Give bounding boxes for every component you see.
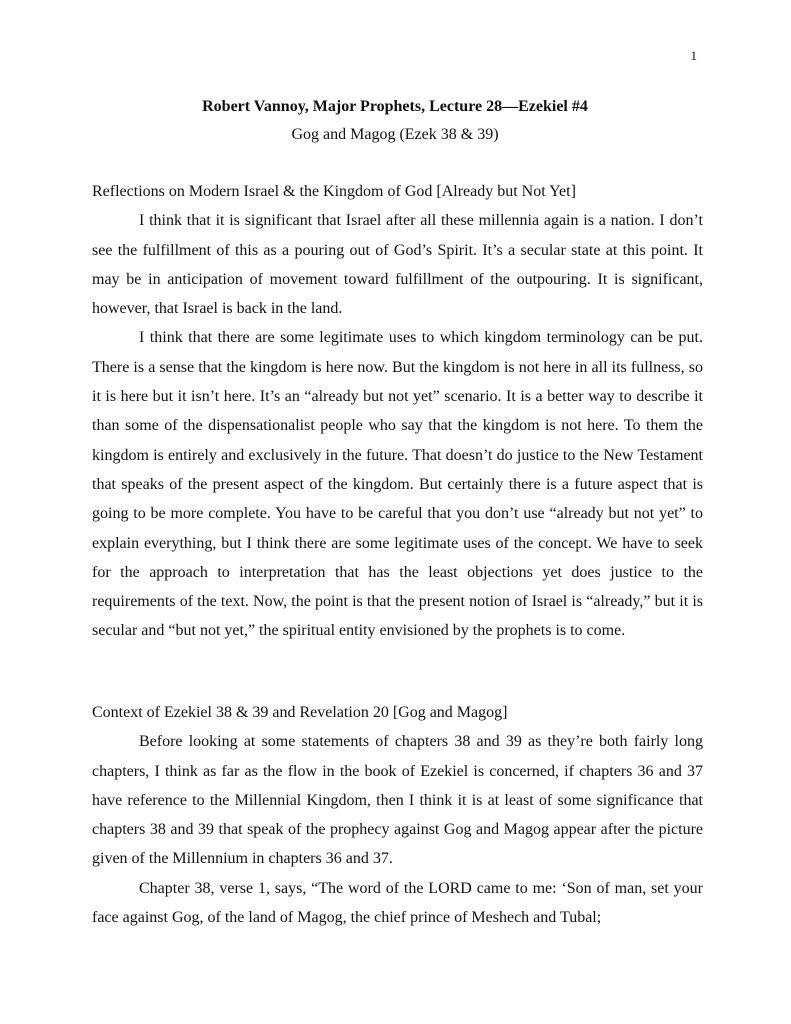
section-heading: Reflections on Modern Israel & the Kingdom of God [Already but Not Yet]	[92, 183, 576, 200]
paragraph: I think that there are some legitimate uses to which kingdom terminology can be put. There is a sense that the kingdom is here now. But the kingdom is not here in all its fullness, so it is here but it isn’t here. It’s an “already but not yet” scenario. It is a better way to describe it than some of the dispensationalist people who say that the kingdom is not here. To them the kingdom is entirely and exclusively in the future. That doesn’t do justice to the New Testament that speaks of the present aspect of the kingdom. But certainly there is a future aspect that is going to be more complete. You have to be careful that you don’t use “already but not yet” to explain everything, but I think there are some legitimate uses of the concept. We have to seek for the approach to interpretation that has the least objections yet does justice to the requirements of the text. Now, the point is that the present notion of Israel is “already,” but it is secular and “but not yet,” the spiritual entity envisioned by the prophets is to come.	[92, 329, 703, 640]
section-heading: Context of Ezekiel 38 & 39 and Revelation 20 [Gog and Magog]	[92, 704, 508, 721]
paragraph: I think that it is significant that Israel after all these millennia again is a nation. I don’t see the fulfillment of this as a pouring out of God’s Spirit. It’s a secular state at this point. It may be in anticipation of movement toward fulfillment of the outpouring. It is significant, however, that Israel is back in the land.	[92, 212, 703, 318]
section-context-ezekiel	[92, 698, 703, 932]
paragraph: Chapter 38, verse 1, says, “The word of the LORD came to me: ‘Son of man, set your face against Gog, of the land of Magog, the chief prince of Meshech and Tubal;	[92, 879, 703, 927]
section-modern-israel	[92, 177, 703, 646]
document-subtitle: Gog and Magog (Ezek 38 & 39)	[291, 126, 499, 143]
document-title: Robert Vannoy, Major Prophets, Lecture 28—Ezekiel #4	[202, 98, 588, 115]
paragraph: Before looking at some statements of chapters 38 and 39 as they’re both fairly long chapters, I think as far as the flow in the book of Ezekiel is concerned, if chapters 36 and 37 have reference to the Millennial Kingdom, then I think it is at least of some significance that chapters 38 and 39 that speak of the prophecy against Gog and Magog appear after the picture given of the Millennium in chapters 36 and 37.	[92, 733, 703, 868]
page-number: 1	[690, 48, 697, 63]
